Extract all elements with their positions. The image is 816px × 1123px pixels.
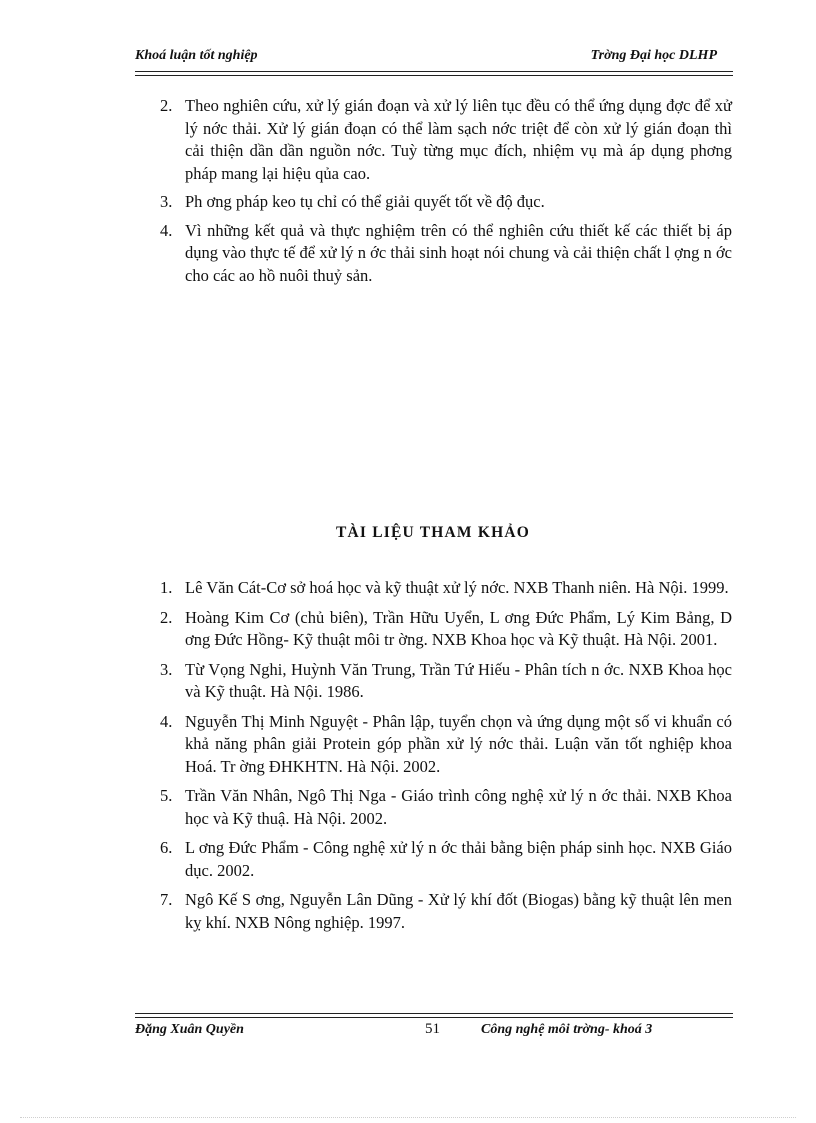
item-text: Theo nghiên cứu, xử lý gián đoạn và xử lý liên tục đều có thể ứng dụng đợc để xử lý nớc thải. Xử lý gián đoạn có thể làm sạch nớc triệt để còn xử lý gián đoạn thì cải thiện dần dần nguồn nớc. Tuỳ từng mục đích, nhiệm vụ mà áp dụng phơng pháp mang lại hiệu qủa cao. — [185, 96, 732, 183]
footer-rule-bottom — [135, 1017, 733, 1018]
header-rule-bottom — [135, 75, 733, 76]
reference-item — [160, 577, 732, 600]
item-text: Nguyễn Thị Minh Nguyệt - Phân lập, tuyển chọn và ứng dụng một số vi khuẩn có khả năng phân giải Protein góp phần xử lý nớc thải. Luận văn tốt nghiệp khoa Hoá. Tr ờng ĐHKHTN. Hà Nội. 2002. — [185, 711, 732, 776]
item-text: Vì những kết quả và thực nghiệm trên có thể nghiên cứu thiết kế các thiết bị áp dụng vào thực tế để xử lý n ớc thải sinh hoạt nói chung và cải thiện chất l ợng n ớc cho các ao hồ nuôi thuỷ sản. — [185, 220, 732, 285]
footer-course: Công nghệ môi trờng- khoá 3 — [481, 1022, 653, 1037]
list-item — [160, 191, 732, 214]
item-text: Hoàng Kim Cơ (chủ biên), Trần Hữu Uyển, L ơng Đức Phẩm, Lý Kim Bảng, D ơng Đức Hồng- Kỹ thuật môi tr ờng. NXB Khoa học và Kỹ thuật. Hà Nội. 2001. — [185, 607, 732, 649]
item-number: 7. — [160, 890, 173, 909]
page-edge-divider — [20, 1117, 796, 1118]
list-item — [160, 220, 732, 288]
item-number: 4. — [160, 220, 173, 240]
references-list — [160, 577, 732, 941]
reference-item — [160, 607, 732, 652]
reference-item — [160, 711, 732, 779]
references-title: TÀI LIỆU THAM KHẢO — [336, 524, 530, 541]
reference-item — [160, 785, 732, 830]
item-number: 6. — [160, 838, 173, 857]
item-text: Từ Vọng Nghi, Huỳnh Văn Trung, Trần Tứ Hiếu - Phân tích n ớc. NXB Khoa học và Kỹ thuật. Hà Nội. 1986. — [185, 659, 732, 701]
page-header — [135, 48, 717, 68]
conclusions-list — [160, 95, 732, 293]
item-text: Ph ơng pháp keo tụ chỉ có thể giải quyết tốt về độ đục. — [185, 192, 545, 211]
page-number: 51 — [425, 1021, 440, 1037]
footer-rule-top — [135, 1013, 733, 1014]
list-item — [160, 95, 732, 185]
item-text: Trần Văn Nhân, Ngô Thị Nga - Giáo trình công nghệ xử lý n ớc thải. NXB Khoa học và Kỹ thuậ. Hà Nội. 2002. — [185, 786, 732, 828]
item-text: L ơng Đức Phẩm - Công nghệ xử lý n ớc thải bằng biện pháp sinh học. NXB Giáo dục. 2002. — [185, 838, 732, 880]
item-text: Lê Văn Cát-Cơ sở hoá học và kỹ thuật xử lý nớc. NXB Thanh niên. Hà Nội. 1999. — [185, 578, 729, 597]
header-rule-top — [135, 71, 733, 72]
reference-item — [160, 889, 732, 934]
reference-item — [160, 659, 732, 704]
reference-item — [160, 837, 732, 882]
footer-author: Đặng Xuân Quyền — [135, 1022, 244, 1037]
item-number: 5. — [160, 786, 173, 805]
item-number: 3. — [160, 192, 173, 211]
item-text: Ngô Kế S ơng, Nguyễn Lân Dũng - Xử lý khí đốt (Biogas) bằng kỹ thuật lên men kỵ khí. NXB Nông nghiệp. 1997. — [185, 890, 732, 932]
item-number: 1. — [160, 578, 173, 597]
item-number: 2. — [160, 607, 173, 627]
header-thesis-label: Khoá luận tốt nghiệp — [135, 48, 258, 63]
item-number: 3. — [160, 659, 173, 679]
item-number: 2. — [160, 96, 173, 115]
item-number: 4. — [160, 711, 173, 731]
header-university: Trờng Đại học DLHP — [590, 48, 717, 63]
